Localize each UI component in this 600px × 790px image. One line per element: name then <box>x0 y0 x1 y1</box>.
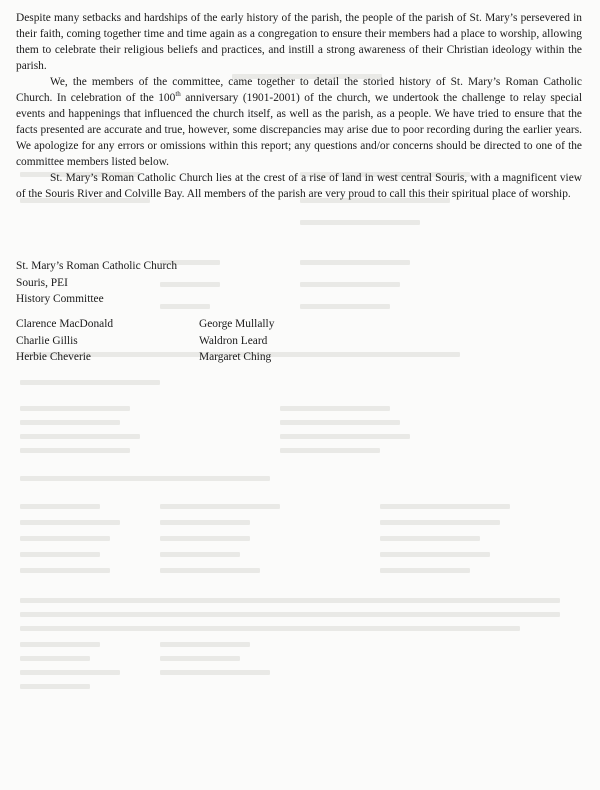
church-name: St. Mary’s Roman Catholic Church <box>16 260 178 272</box>
paragraph-3: St. Mary’s Roman Catholic Church lies at the crest of a rise of land in west central Souris, with a magnificent view of the Souris River and Colville Bay. All members of the parish are very proud to call this their spiritual place of worship. <box>16 172 582 200</box>
committee-heading: History Committee <box>16 293 104 305</box>
body-text <box>16 10 582 202</box>
paragraph-2-end: anniversary (1901-2001) of the church, we undertook the challenge to relay special events and happenings that influenced the church itself, as well as the parish, as a people. We have tried to ensure that the facts presented are accurate and true, however, some discrepancies may arise due to poor recording during the earlier years. We apologize for any errors or omissions within this report; any questions and/or concerns should be directed to one of the committee members listed below. <box>16 92 582 168</box>
paragraph-1: Despite many setbacks and hardships of the early history of the parish, the people of the parish of St. Mary’s persevered in their faith, coming together time and time again as a congregation to ensure their members had a place to worship, allowing them to celebrate their religious beliefs and practices, and instill a strong awareness of their Christian ideology within the parish. <box>16 12 582 72</box>
church-location: Souris, PEI <box>16 276 68 289</box>
committee-member: Charlie Gillis <box>16 334 78 347</box>
committee-column-left <box>16 316 113 366</box>
address-block <box>16 258 177 308</box>
committee-member: George Mullally <box>199 318 275 330</box>
committee-member: Margaret Ching <box>199 351 272 363</box>
committee-column-right <box>199 316 274 366</box>
paragraph-2 <box>16 74 582 170</box>
committee-member: Herbie Cheverie <box>16 351 91 363</box>
ordinal-suffix: th <box>175 90 181 99</box>
committee-member: Clarence MacDonald <box>16 318 114 330</box>
paragraph-2-start: We, the members of the committee, came together to detail the storied history of St. Mary’s Roman Catholic Church. In celebration of the 100 <box>16 76 582 104</box>
committee-member: Waldron Leard <box>199 334 268 347</box>
